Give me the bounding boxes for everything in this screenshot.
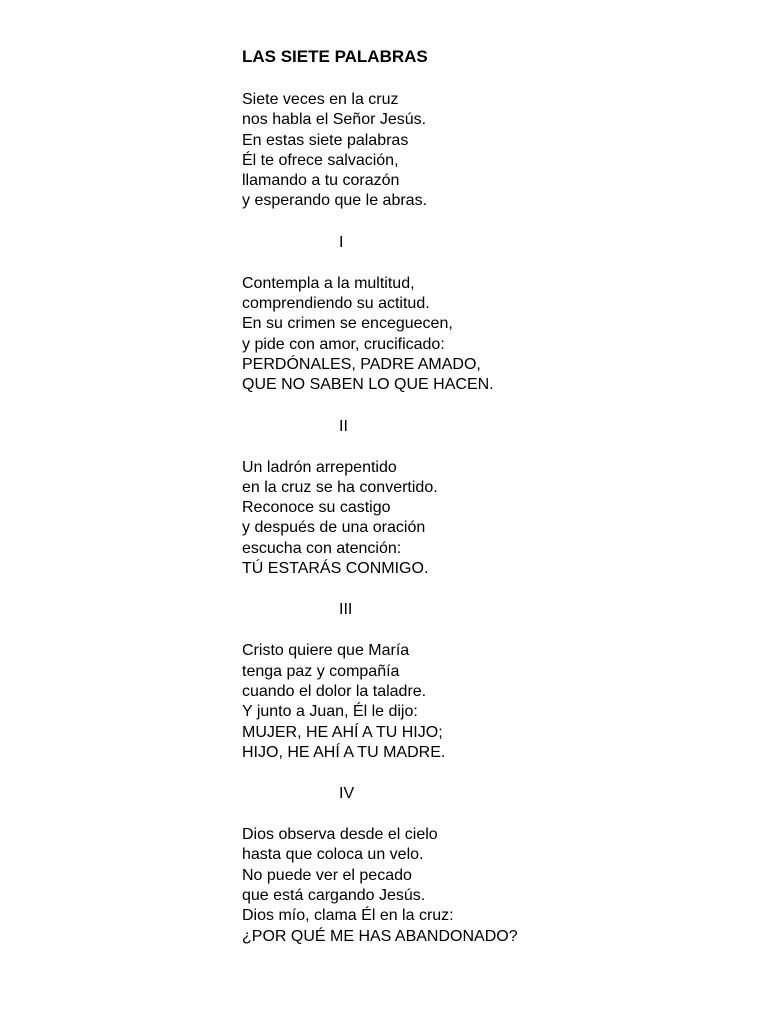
section-numeral-4: IV (339, 785, 355, 803)
section-numeral-1: I (339, 233, 344, 251)
stanza-line: Dios observa desde el cielo (242, 826, 438, 844)
stanza-line: hasta que coloca un velo. (242, 846, 424, 864)
stanza-line: Dios mío, clama Él en la cruz: (242, 907, 454, 925)
stanza-line: escucha con atención: (242, 539, 402, 557)
stanza-line: HIJO, HE AHÍ A TU MADRE. (242, 743, 446, 761)
stanza-line: Un ladrón arrepentido (242, 458, 397, 476)
stanza-4 (242, 825, 742, 947)
stanza-line: y esperando que le abras. (242, 192, 428, 210)
stanza-line: TÚ ESTARÁS CONMIGO. (242, 560, 429, 578)
stanza-line: PERDÓNALES, PADRE AMADO, (242, 355, 481, 373)
stanza-line: Y junto a Juan, Él le dijo: (242, 703, 418, 721)
stanza-1 (242, 274, 742, 396)
stanza-line: MUJER, HE AHÍ A TU HIJO; (242, 723, 443, 741)
stanza-line: ¿POR QUÉ ME HAS ABANDONADO? (242, 927, 518, 945)
stanza-line: Cristo quiere que María (242, 642, 410, 660)
section-numeral-3: III (339, 601, 353, 619)
stanza-line: en la cruz se ha convertido. (242, 478, 438, 496)
document-page (242, 47, 742, 968)
stanza-line: Reconoce su castigo (242, 499, 391, 517)
stanza-line: tenga paz y compañía (242, 662, 400, 680)
stanza-line: cuando el dolor la taladre. (242, 682, 427, 700)
section-numeral-2: II (339, 417, 348, 435)
stanza-line: En estas siete palabras (242, 131, 409, 149)
stanza-line: llamando a tu corazón (242, 172, 400, 190)
stanza-3 (242, 641, 742, 763)
stanza-line: que está cargando Jesús. (242, 887, 426, 905)
stanza-line: y después de una oración (242, 519, 426, 537)
stanza-line: En su crimen se enceguecen, (242, 315, 453, 333)
stanza-2 (242, 458, 742, 580)
stanza-line: y pide con amor, crucificado: (242, 335, 445, 353)
stanza-line: Contempla a la multitud, (242, 274, 415, 292)
stanza-line: QUE NO SABEN LO QUE HACEN. (242, 376, 494, 394)
intro-stanza (242, 90, 742, 212)
stanza-line: comprendiendo su actitud. (242, 295, 430, 313)
stanza-line: No puede ver el pecado (242, 866, 412, 884)
stanza-line: Él te ofrece salvación, (242, 151, 399, 169)
stanza-line: nos habla el Señor Jesús. (242, 111, 427, 129)
page-title: LAS SIETE PALABRAS (242, 47, 428, 66)
stanza-line: Siete veces en la cruz (242, 91, 399, 108)
